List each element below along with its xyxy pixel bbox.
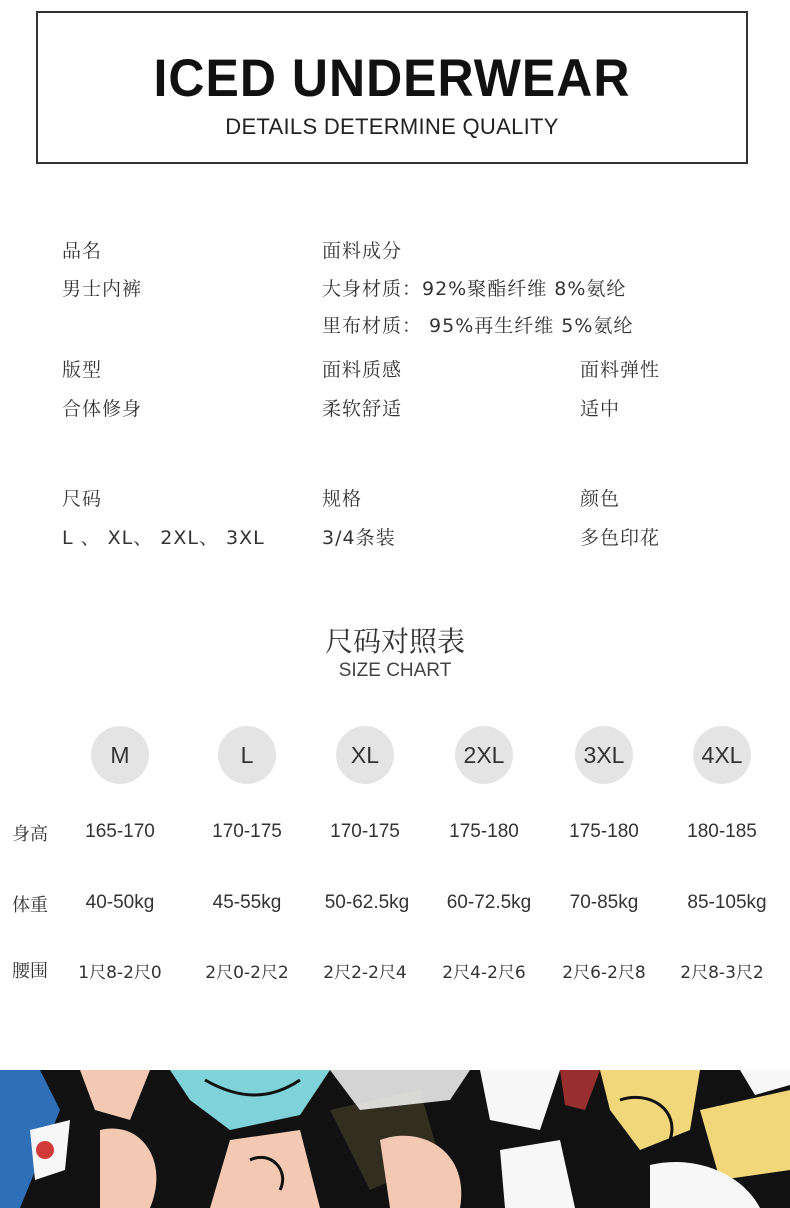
- height-cell-l: 170-175: [212, 821, 282, 842]
- brand-header-box: [36, 11, 748, 164]
- spec-fit-label: 版型: [62, 359, 103, 381]
- printed-fabric-photo: [0, 1070, 790, 1208]
- brand-tagline: DETAILS DETERMINE QUALITY: [225, 114, 559, 139]
- spec-pack-label: 规格: [322, 488, 363, 510]
- spec-size-value: L 、 XL、 2XL、 3XL: [62, 527, 265, 549]
- row-label-weight: 体重: [12, 895, 48, 916]
- size-badge-m: M: [91, 726, 149, 784]
- fabric-pattern-icon: [0, 1070, 790, 1208]
- weight-cell-m: 40-50kg: [85, 892, 155, 913]
- height-cell-4xl: 180-185: [687, 821, 757, 842]
- spec-fabric-outer: 大身材质：92%聚酯纤维 8%氨纶: [322, 278, 627, 300]
- height-cell-xl: 170-175: [330, 821, 400, 842]
- spec-elastic-label: 面料弹性: [580, 359, 661, 381]
- spec-size-label: 尺码: [62, 488, 103, 510]
- spec-texture-value: 柔软舒适: [322, 398, 403, 420]
- waist-cell-3xl: 2尺6-2尺8: [562, 963, 646, 983]
- waist-cell-4xl: 2尺8-3尺2: [680, 963, 764, 983]
- brand-title: ICED UNDERWEAR: [153, 48, 631, 108]
- weight-cell-2xl: 60-72.5kg: [446, 892, 532, 913]
- size-badge-l: L: [218, 726, 276, 784]
- waist-cell-2xl: 2尺4-2尺6: [442, 963, 526, 983]
- height-cell-2xl: 175-180: [449, 821, 519, 842]
- spec-color-value: 多色印花: [580, 527, 661, 549]
- size-badge-3xl: 3XL: [575, 726, 633, 784]
- size-chart-subtitle: SIZE CHART: [338, 660, 452, 681]
- weight-cell-l: 45-55kg: [212, 892, 282, 913]
- waist-cell-m: 1尺8-2尺0: [78, 963, 162, 983]
- row-label-height: 身高: [12, 824, 48, 845]
- spec-name-value: 男士内裤: [62, 278, 143, 300]
- waist-cell-xl: 2尺2-2尺4: [323, 963, 407, 983]
- size-badge-xl: XL: [336, 726, 394, 784]
- spec-fit-value: 合体修身: [62, 398, 143, 420]
- size-badge-4xl: 4XL: [693, 726, 751, 784]
- spec-fabric-label: 面料成分: [322, 240, 403, 262]
- spec-name-label: 品名: [62, 240, 103, 262]
- spec-elastic-value: 适中: [580, 398, 621, 420]
- waist-cell-l: 2尺0-2尺2: [205, 963, 289, 983]
- weight-cell-3xl: 70-85kg: [569, 892, 639, 913]
- height-cell-m: 165-170: [85, 821, 155, 842]
- weight-cell-4xl: 85-105kg: [687, 892, 767, 913]
- spec-texture-label: 面料质感: [322, 359, 403, 381]
- spec-pack-value: 3/4条装: [322, 527, 396, 549]
- size-chart-title: 尺码对照表: [324, 625, 465, 658]
- row-label-waist: 腰围: [12, 961, 48, 982]
- spec-color-label: 颜色: [580, 488, 621, 510]
- size-badge-2xl: 2XL: [455, 726, 513, 784]
- height-cell-3xl: 175-180: [569, 821, 639, 842]
- spec-fabric-lining: 里布材质： 95%再生纤维 5%氨纶: [322, 315, 634, 337]
- weight-cell-xl: 50-62.5kg: [324, 892, 410, 913]
